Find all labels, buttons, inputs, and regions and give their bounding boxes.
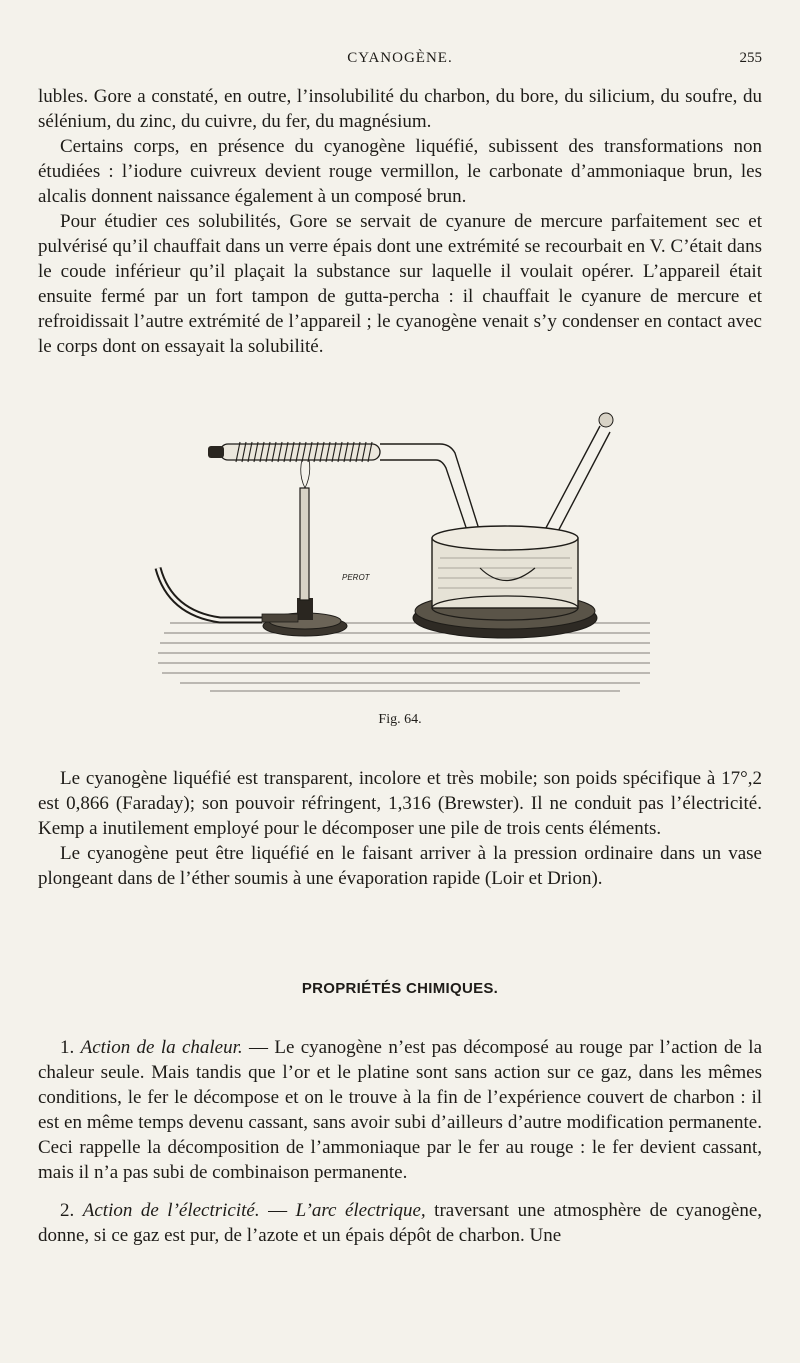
item-1 [38, 1035, 762, 1185]
apparatus-engraving [150, 408, 660, 698]
text-block-bottom [38, 1035, 762, 1248]
text-block-top [38, 84, 762, 359]
text-block-middle [38, 766, 762, 891]
paragraph-2: Certains corps, en présence du cyanogène liquéfié, subissent des transformations non étudiées : l’iodure cuivreux devient rouge vermillon, le carbonate d’ammoniaque brun, les alcalis donnent naissance également à un composé brun. [38, 136, 762, 207]
item-2-title: Action de l’électricité. [82, 1200, 260, 1221]
item-2-number: 2. [60, 1200, 75, 1221]
item-2 [38, 1198, 762, 1248]
paragraph-1: lubles. Gore a constaté, en outre, l’insolubilité du charbon, du bore, du silicium, du soufre, du sélénium, du zinc, du cuivre, du fer, du magnésium. [38, 86, 762, 132]
running-title: CYANOGÈNE. [347, 50, 453, 66]
page-number: 255 [739, 50, 762, 66]
table-surface [158, 623, 650, 691]
item-2-text: traversant une atmosphère de cyanogène, donne, si ce gaz est pur, de l’azote et un épais dépôt de charbon. Une [38, 1200, 763, 1246]
paragraph-5: Le cyanogène peut être liquéfié en le faisant arriver à la pression ordinaire dans un vase plongeant dans de l’éther soumis à une évaporation rapide (Loir et Drion). [38, 843, 762, 889]
item-1-title: Action de la chaleur. [80, 1037, 243, 1058]
paragraph-4: Le cyanogène liquéfié est transparent, incolore et très mobile; son poids spécifique à 17°,2 est 0,866 (Faraday); son pouvoir réfringent, 1,316 (Brewster). Il ne conduit pas l’électricité. Kemp a inutilement employé pour le décomposer une pile de trois cents éléments. [38, 768, 762, 839]
section-heading: PROPRIÉTÉS CHIMIQUES. [301, 980, 499, 997]
page-header [38, 50, 762, 74]
figure-caption: Fig. 64. [378, 712, 422, 727]
engraver-signature: PEROT [342, 573, 370, 582]
paragraph-3: Pour étudier ces solubilités, Gore se servait de cyanure de mercure parfaitement sec et pulvérisé qu’il chauffait dans un verre épais dont une extrémité se recourbait en V. C’était dans le coude inférieur qu’il plaçait la substance sur laquelle il voulait opérer. L’appareil était ensuite fermé par un fort tampon de gutta-percha : il chauffait le cyanure de mercure et refroidissait l’autre extrémité de l’appareil ; le cyanogène venait s’y condenser en contact avec le corps dont on essayait la solubilité. [38, 211, 762, 357]
item-2-subtitle: L’arc électrique, [295, 1200, 426, 1221]
figure-64-apparatus [150, 408, 660, 698]
item-2-dash: — [259, 1200, 296, 1221]
item-1-number: 1. [60, 1037, 75, 1058]
item-1-text: — Le cyanogène n’est pas décomposé au rouge par l’action de la chaleur seule. Mais tandis que l’or et le platine sont sans action sur ce gaz, dans les mêmes conditions, le fer le décompose et on le trouve à la fin de l’expérience couvert de charbon : il est en même temps devenu cassant, sans avoir subi d’ailleurs d’autre modification permanente. Ceci rappelle la décomposition de l’ammoniaque par le fer au rouge : le fer devient cassant, mais il n’a pas subi de combinaison permanente. [38, 1037, 762, 1183]
